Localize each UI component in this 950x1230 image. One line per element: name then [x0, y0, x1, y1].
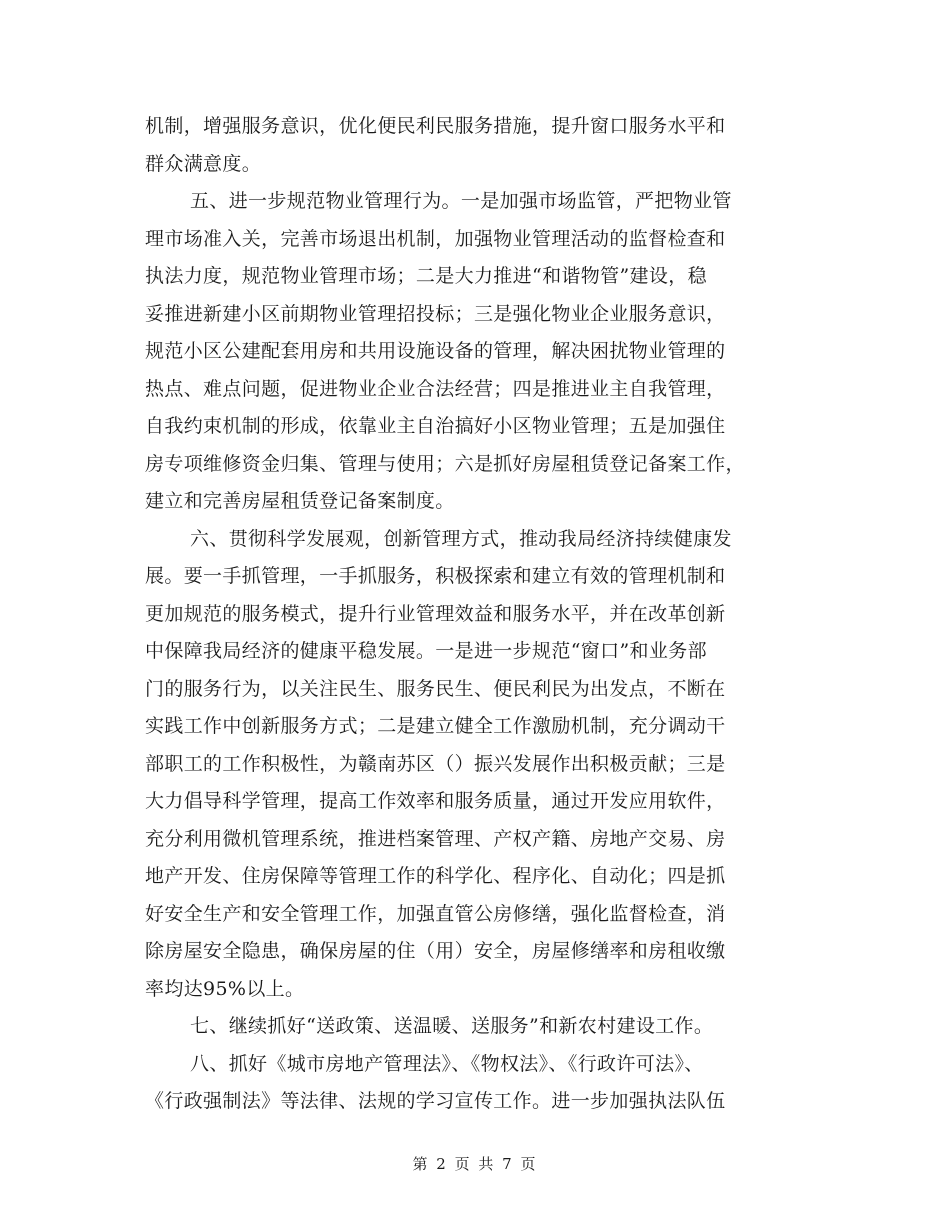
text-line: 门的服务行为，以关注民生、服务民生、便民利民为出发点，不断在 — [145, 677, 726, 700]
text-line: 群众满意度。 — [145, 152, 262, 175]
text-line: 规范小区公建配套用房和共用设施设备的管理，解决困扰物业管理的 — [145, 340, 726, 362]
text-line: 部职工的工作积极性，为赣南苏区（）振兴发展作出积极贡献；三是 — [145, 752, 726, 775]
text-line: 中保障我局经济的健康平稳发展。一是进一步规范“窗口”和业务部 — [145, 640, 707, 662]
text-line: 《行政强制法》等法律、法规的学习宣传工作。进一步加强执法队伍 — [145, 1090, 726, 1112]
text-line: 理市场准入关，完善市场退出机制，加强物业管理活动的监督检查和 — [145, 227, 726, 250]
text-line: 展。要一手抓管理，一手抓服务，积极探索和建立有效的管理机制和 — [145, 565, 726, 587]
text-line: 率均达95%以上。 — [145, 977, 305, 1000]
text-line: 建立和完善房屋租赁登记备案制度。 — [145, 490, 455, 512]
text-line: 更加规范的服务模式，提升行业管理效益和服务水平，并在改革创新 — [145, 602, 726, 625]
text-line: 实践工作中创新服务方式；二是建立健全工作激励机制，充分调动干 — [145, 715, 726, 737]
page-footer: 第 2 页 共 7 页 — [412, 1155, 538, 1173]
text-line: 自我约束机制的形成，依靠业主自治搞好小区物业管理；五是加强住 — [145, 415, 726, 437]
text-line: 除房屋安全隐患，确保房屋的住（用）安全，房屋修缮率和房租收缴 — [145, 940, 726, 962]
paragraph-first-line: 五、进一步规范物业管理行为。一是加强市场监管，严把物业管 — [190, 190, 732, 212]
text-line: 大力倡导科学管理，提高工作效率和服务质量，通过开发应用软件， — [145, 790, 726, 812]
text-line: 地产开发、住房保障等管理工作的科学化、程序化、自动化；四是抓 — [145, 865, 726, 887]
text-line: 妥推进新建小区前期物业管理招投标；三是强化物业企业服务意识， — [145, 302, 726, 325]
text-line: 好安全生产和安全管理工作，加强直管公房修缮，强化监督检查，消 — [145, 902, 726, 925]
paragraph-first-line: 八、抓好《城市房地产管理法》、《物权法》、《行政许可法》、 — [190, 1052, 704, 1075]
document-body — [145, 108, 805, 1121]
text-line: 热点、难点问题，促进物业企业合法经营；四是推进业主自我管理， — [145, 377, 726, 400]
paragraph-first-line: 七、继续抓好“送政策、送温暖、送服务”和新农村建设工作。 — [190, 1015, 714, 1037]
text-line: 充分利用微机管理系统，推进档案管理、产权产籍、房地产交易、房 — [145, 827, 726, 850]
paragraph-first-line: 六、贯彻科学发展观，创新管理方式，推动我局经济持续健康发 — [190, 527, 732, 550]
text-line: 执法力度，规范物业管理市场；二是大力推进“和谐物管”建设，稳 — [145, 265, 707, 287]
text-line: 机制，增强服务意识，优化便民利民服务措施，提升窗口服务水平和 — [145, 115, 726, 137]
text-line: 房专项维修资金归集、管理与使用；六是抓好房屋租赁登记备案工作， — [145, 452, 745, 475]
